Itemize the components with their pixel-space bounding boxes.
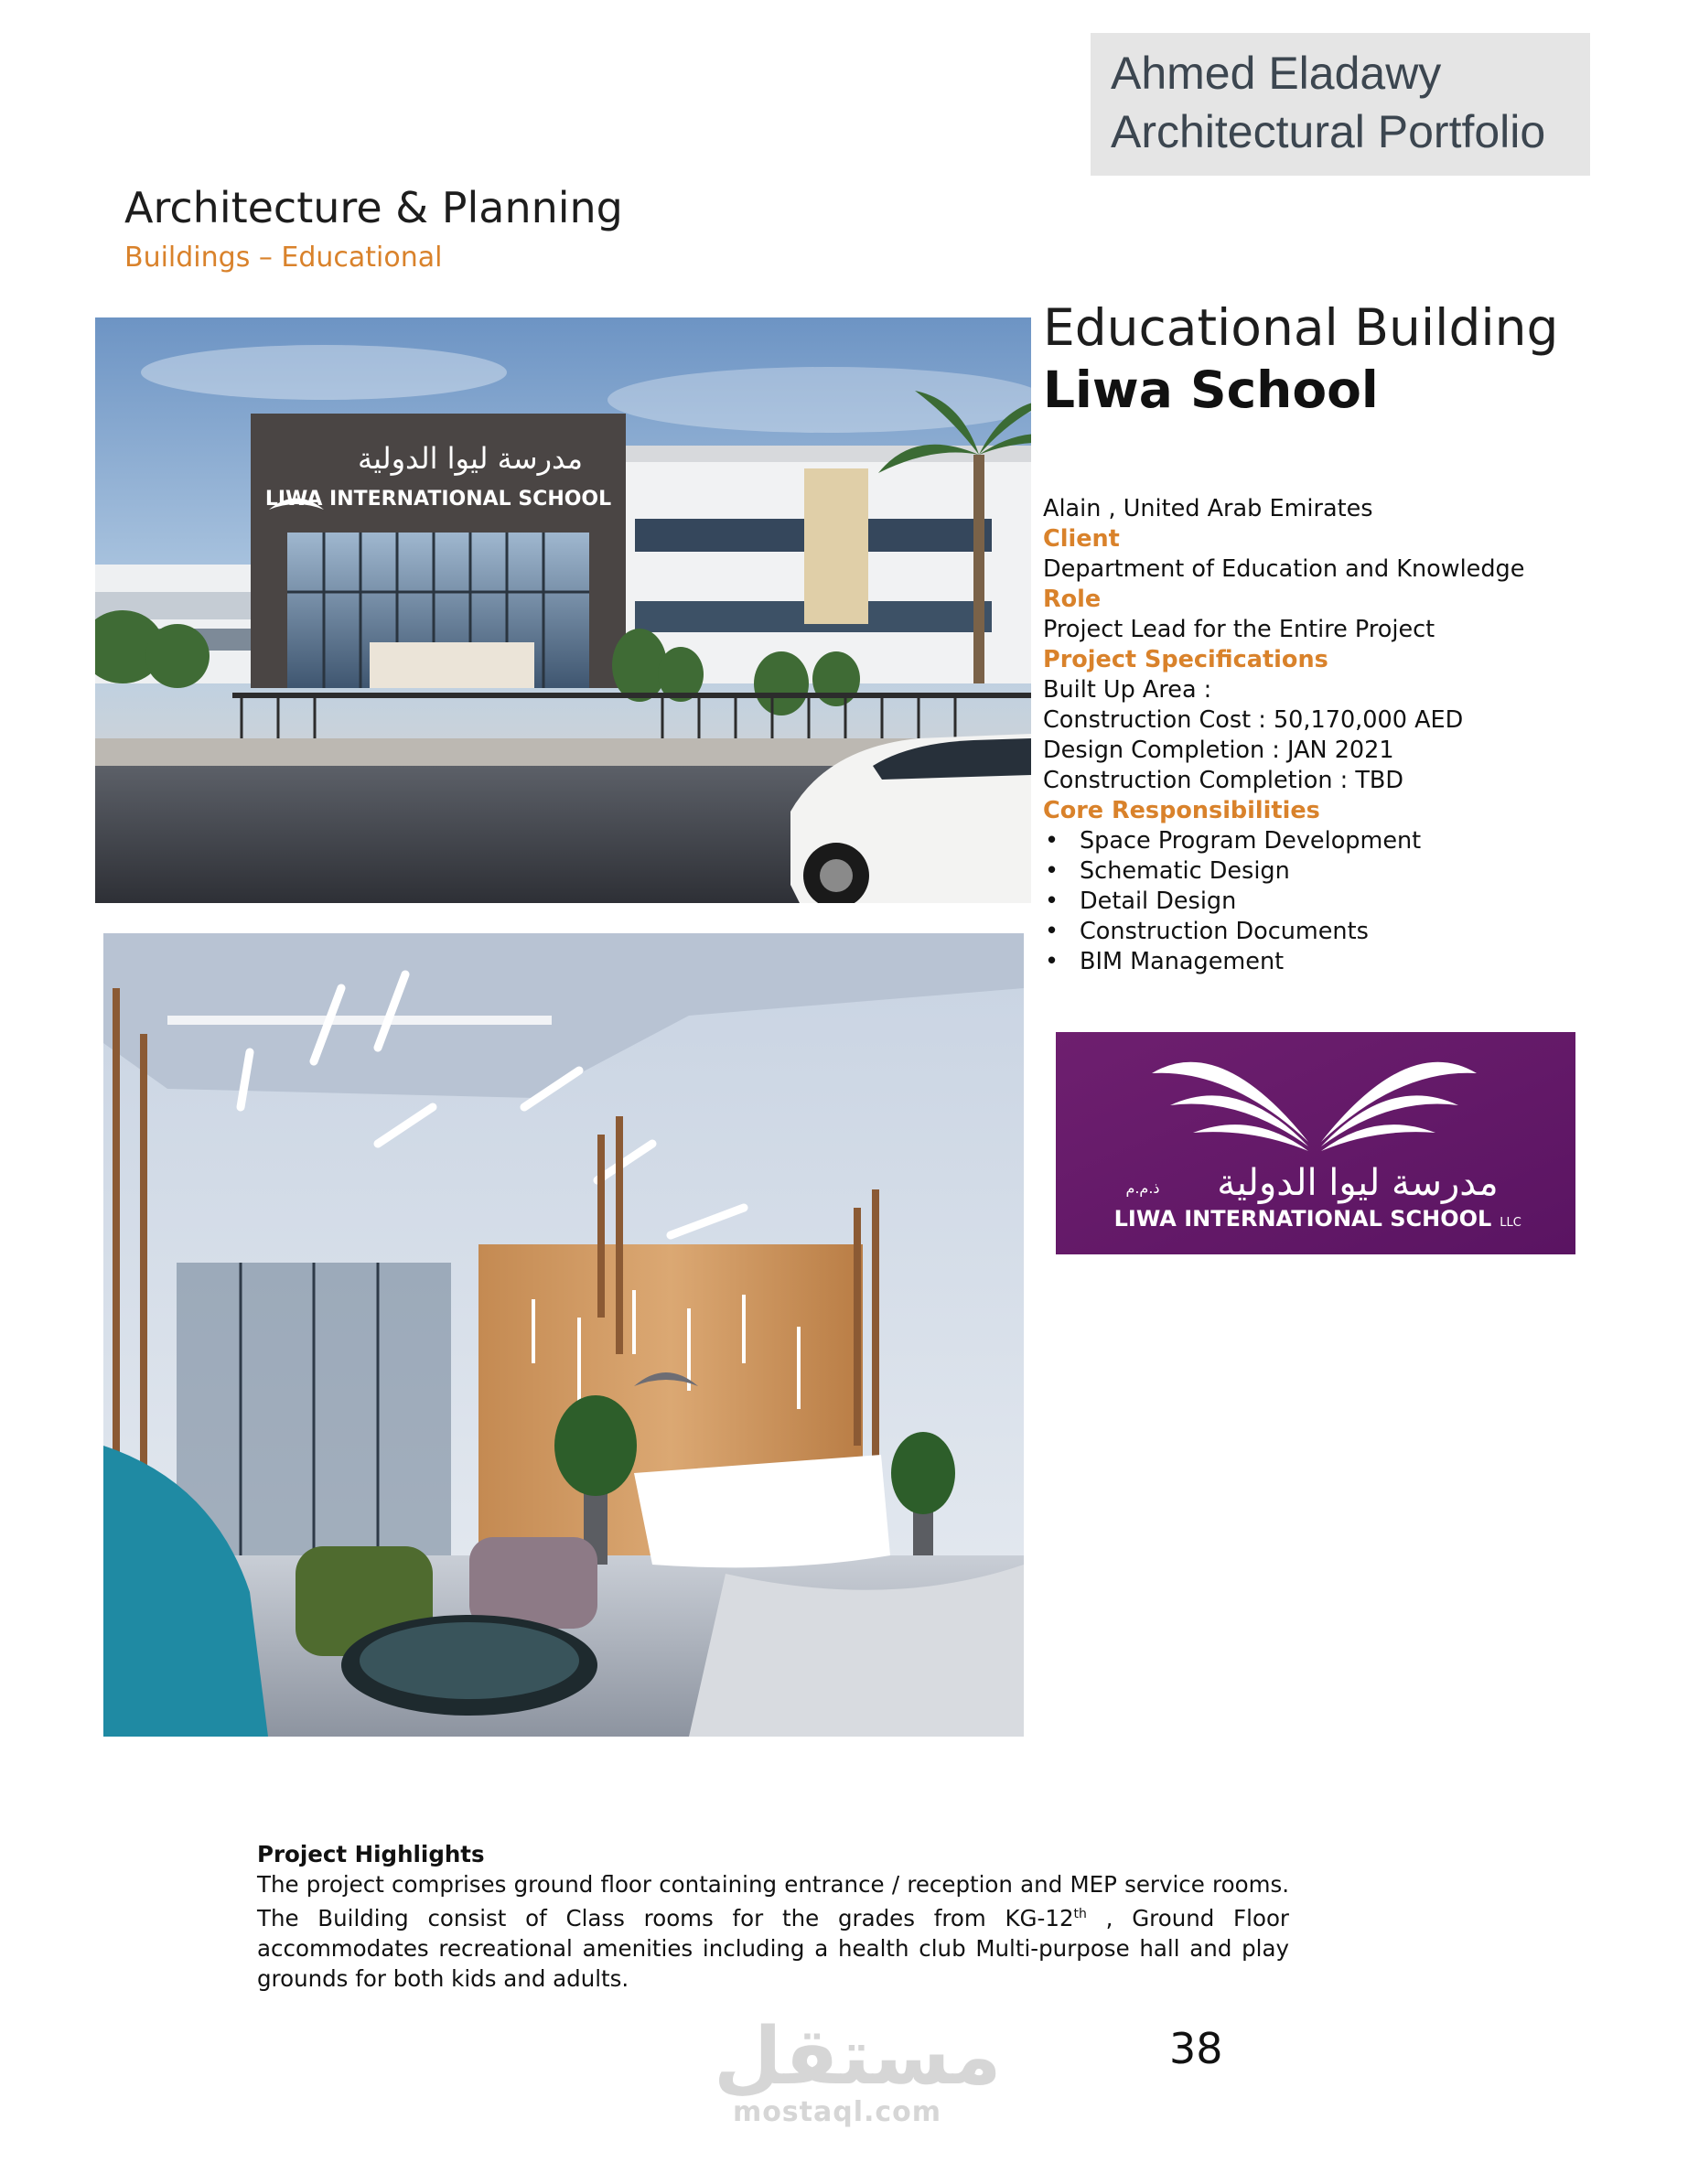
client-label: Client bbox=[1043, 525, 1120, 553]
highlights-title: Project Highlights bbox=[257, 1841, 485, 1867]
category-subtitle: Buildings – Educational bbox=[124, 242, 443, 274]
exterior-sign-arabic: مدرسة ليوا الدولية bbox=[358, 441, 583, 476]
logo-arabic-suffix: ذ.م.م bbox=[1125, 1179, 1160, 1197]
project-location: Alain , United Arab Emirates bbox=[1043, 495, 1373, 522]
logo-llc: LLC bbox=[1500, 1216, 1521, 1230]
project-type: Educational Building bbox=[1043, 298, 1559, 357]
logo-arabic: مدرسة ليوا الدولية bbox=[1217, 1162, 1499, 1204]
spec-construction-cost: Construction Cost : 50,170,000 AED bbox=[1043, 706, 1464, 734]
responsibilities-label: Core Responsibilities bbox=[1043, 797, 1320, 824]
spec-built-up-area: Built Up Area : bbox=[1043, 676, 1212, 704]
project-highlights bbox=[257, 1839, 1289, 1994]
project-specs bbox=[1043, 494, 1674, 977]
portfolio-title: Architectural Portfolio bbox=[1111, 106, 1546, 157]
specs-label: Project Specifications bbox=[1043, 646, 1328, 673]
watermark bbox=[714, 2011, 1002, 2128]
interior-rendering bbox=[103, 933, 1024, 1737]
spec-design-completion: Design Completion : JAN 2021 bbox=[1043, 737, 1394, 764]
logo-english: LIWA INTERNATIONAL SCHOOL bbox=[1113, 1206, 1492, 1232]
role-label: Role bbox=[1043, 586, 1102, 613]
list-item: • Space Program Development bbox=[1045, 827, 1422, 855]
exterior-rendering bbox=[95, 317, 1031, 903]
spec-construction-completion: Construction Completion : TBD bbox=[1043, 767, 1404, 794]
watermark-latin: mostaql.com bbox=[732, 2096, 942, 2128]
exterior-sign-english: LIWA INTERNATIONAL SCHOOL bbox=[264, 488, 612, 511]
list-item: • Detail Design bbox=[1045, 888, 1237, 915]
page-number: 38 bbox=[1169, 2024, 1223, 2073]
highlights-body: The project comprises ground floor containing entrance / reception and MEP service rooms. The Building consist of Class rooms for the grades from KG-12th , Ground Floor accommodates recreational amenities including a health club Multi-purpose hall and play grounds for both kids and adults. bbox=[257, 1871, 1290, 1993]
list-item: • Schematic Design bbox=[1045, 857, 1290, 885]
watermark-arabic: مستقل bbox=[714, 2011, 1002, 2103]
list-item: • BIM Management bbox=[1045, 948, 1285, 975]
school-logo bbox=[1056, 1032, 1575, 1254]
responsibilities-list bbox=[1043, 826, 1674, 977]
project-name: Liwa School bbox=[1043, 360, 1379, 419]
role-value: Project Lead for the Entire Project bbox=[1043, 616, 1435, 643]
portfolio-author: Ahmed Eladawy bbox=[1111, 48, 1442, 99]
category-title: Architecture & Planning bbox=[124, 183, 623, 232]
client-value: Department of Education and Knowledge bbox=[1043, 555, 1525, 583]
list-item: • Construction Documents bbox=[1045, 918, 1369, 945]
